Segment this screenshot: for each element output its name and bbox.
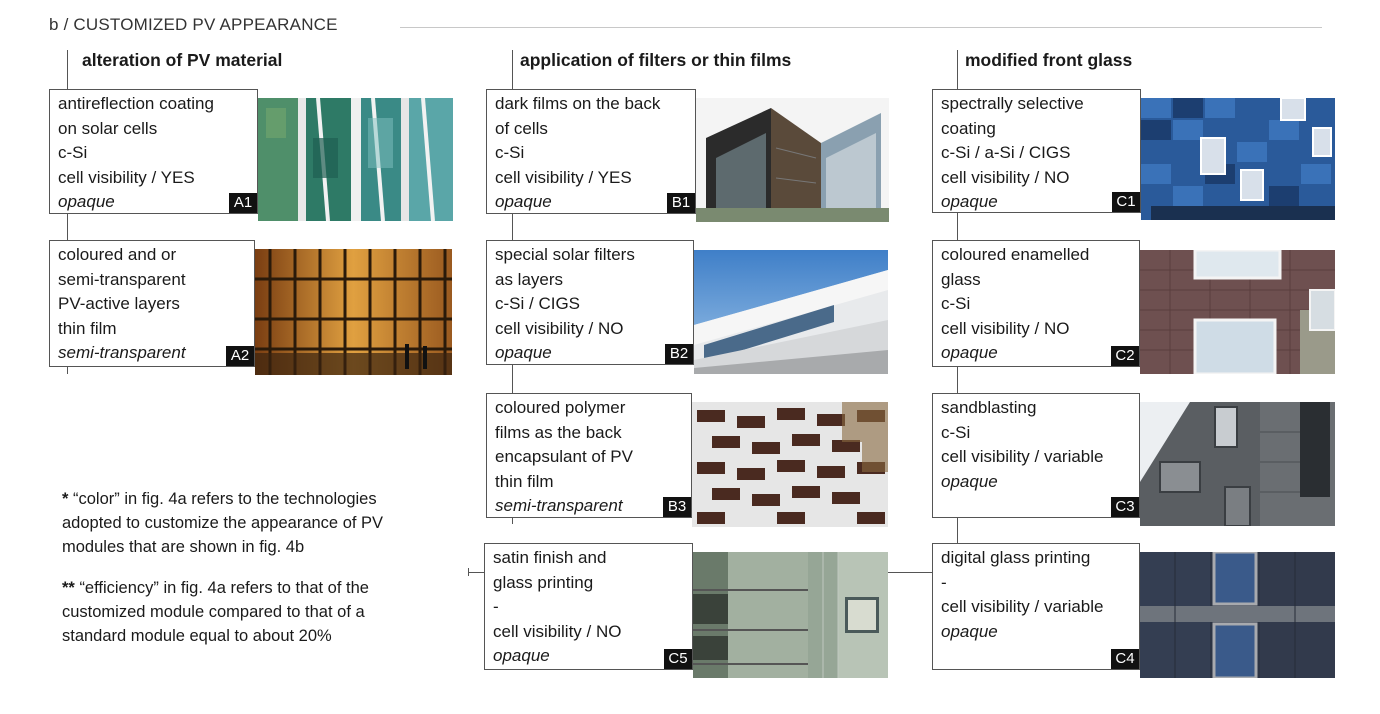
card-appearance: semi-transparent bbox=[58, 343, 186, 362]
title-rule bbox=[400, 27, 1322, 28]
connector-c5-left-tick bbox=[468, 568, 469, 576]
card-text-line: - bbox=[493, 597, 499, 616]
card-c1 bbox=[932, 89, 1141, 213]
card-appearance: semi-transparent bbox=[495, 496, 623, 515]
footnote-line: modules that are shown in fig. 4b bbox=[62, 538, 305, 556]
card-text-line: films as the back bbox=[495, 422, 622, 442]
card-text-line: spectrally selective bbox=[941, 94, 1084, 113]
card-label-badge: C3 bbox=[1111, 497, 1139, 517]
blue-tile-facade-photo bbox=[1141, 98, 1335, 220]
figure-title: b / CUSTOMIZED PV APPEARANCE bbox=[49, 15, 338, 34]
card-label-badge: C2 bbox=[1111, 346, 1139, 366]
card-text-line: encapsulant of PV bbox=[495, 447, 633, 466]
card-text-line: cell visibility / NO bbox=[941, 318, 1070, 338]
card-text-line: sandblasting bbox=[941, 398, 1037, 417]
card-label-badge: B2 bbox=[665, 344, 693, 364]
card-text-line: coating bbox=[941, 118, 996, 138]
column-heading-front-glass: modified front glass bbox=[965, 50, 1133, 70]
footnote-efficiency bbox=[62, 576, 369, 648]
card-b2 bbox=[486, 240, 694, 365]
facade-green-blue-cells-photo bbox=[258, 98, 453, 221]
card-c4 bbox=[932, 543, 1140, 670]
card-text-line: cell visibility / YES bbox=[495, 167, 632, 187]
card-text-line: cell visibility / NO bbox=[941, 167, 1070, 187]
card-text-line: c-Si / CIGS bbox=[495, 294, 581, 313]
card-text-line: thin film bbox=[495, 471, 554, 491]
card-appearance: opaque bbox=[58, 192, 115, 211]
card-text-line: c-Si bbox=[495, 143, 525, 162]
grey-house-facade-photo bbox=[1140, 402, 1335, 526]
folded-dark-glass-pavilion-photo bbox=[696, 98, 889, 222]
card-text-line: antireflection coating bbox=[58, 94, 214, 113]
footnote-line: customized module compared to that of a bbox=[62, 603, 365, 621]
card-text-line: semi-transparent bbox=[58, 269, 186, 289]
footnote-marker: ** bbox=[62, 579, 75, 597]
card-text-line: c-Si bbox=[58, 143, 88, 162]
footnote-color bbox=[62, 487, 383, 559]
card-appearance: opaque bbox=[495, 192, 552, 211]
card-text-line: c-Si bbox=[941, 422, 971, 442]
connector-c5-left-stub bbox=[468, 572, 484, 573]
card-c5 bbox=[484, 543, 693, 670]
card-label-badge: B3 bbox=[663, 497, 691, 517]
card-text-line: thin film bbox=[58, 318, 117, 338]
card-c3 bbox=[932, 393, 1140, 518]
footnote-line: “color” in fig. 4a refers to the technologies bbox=[73, 490, 377, 508]
card-text-line: coloured and or bbox=[58, 245, 177, 264]
white-panel-building-photo bbox=[694, 250, 888, 374]
card-b1 bbox=[486, 89, 696, 214]
card-text-line: cell visibility / variable bbox=[941, 597, 1104, 616]
card-c2 bbox=[932, 240, 1140, 367]
card-text-line: c-Si / a-Si / CIGS bbox=[941, 143, 1071, 162]
card-text-line: digital glass printing bbox=[941, 548, 1091, 567]
card-text-line: - bbox=[941, 572, 947, 592]
column-heading-filters: application of filters or thin films bbox=[520, 50, 792, 70]
connector-a2-end-tick bbox=[67, 368, 68, 374]
card-appearance: opaque bbox=[493, 646, 550, 665]
card-label-badge: A1 bbox=[229, 193, 257, 213]
card-label-badge: C5 bbox=[664, 649, 692, 669]
box-module-facade-photo bbox=[692, 402, 888, 527]
card-label-badge: C4 bbox=[1111, 649, 1139, 669]
brown-panel-facade-photo bbox=[1140, 250, 1335, 374]
card-b3 bbox=[486, 393, 692, 518]
card-text-line: cell visibility / YES bbox=[58, 167, 195, 187]
card-appearance: opaque bbox=[495, 343, 552, 362]
column-heading-pv-material: alteration of PV material bbox=[82, 50, 283, 70]
card-text-line: cell visibility / NO bbox=[495, 318, 624, 338]
card-text-line: coloured enamelled bbox=[941, 245, 1090, 264]
card-text-line: of cells bbox=[495, 118, 548, 138]
card-appearance: opaque bbox=[941, 471, 998, 491]
footnote-marker: * bbox=[62, 490, 69, 508]
card-text-line: special solar filters bbox=[495, 245, 635, 264]
amber-glass-facade-photo bbox=[255, 249, 452, 375]
card-text-line: glass bbox=[941, 269, 981, 289]
card-label-badge: A2 bbox=[226, 346, 254, 366]
connector-c5-c4 bbox=[888, 572, 934, 573]
connector-b3-end-tick bbox=[512, 518, 513, 524]
footnote-line: standard module equal to about 20% bbox=[62, 627, 332, 645]
dark-printed-glass-facade-photo bbox=[1140, 552, 1335, 678]
card-appearance: opaque bbox=[941, 621, 998, 641]
footnote-line: “efficiency” in fig. 4a refers to that of the bbox=[79, 579, 369, 597]
card-label-badge: B1 bbox=[667, 193, 695, 213]
card-appearance: opaque bbox=[941, 192, 998, 211]
card-text-line: glass printing bbox=[493, 572, 594, 592]
card-text-line: c-Si bbox=[941, 294, 971, 313]
card-text-line: coloured polymer bbox=[495, 398, 626, 417]
green-grey-balcony-facade-photo bbox=[693, 552, 888, 678]
card-label-badge: C1 bbox=[1112, 192, 1140, 212]
card-text-line: cell visibility / NO bbox=[493, 621, 622, 641]
card-appearance: opaque bbox=[941, 343, 998, 362]
card-a2 bbox=[49, 240, 255, 367]
card-text-line: on solar cells bbox=[58, 118, 158, 138]
card-text-line: PV-active layers bbox=[58, 294, 180, 313]
card-text-line: as layers bbox=[495, 269, 564, 289]
card-text-line: dark films on the back bbox=[495, 94, 661, 113]
footnote-line: adopted to customize the appearance of PV bbox=[62, 514, 384, 532]
card-a1 bbox=[49, 89, 258, 214]
card-text-line: satin finish and bbox=[493, 548, 607, 567]
card-text-line: cell visibility / variable bbox=[941, 447, 1104, 466]
